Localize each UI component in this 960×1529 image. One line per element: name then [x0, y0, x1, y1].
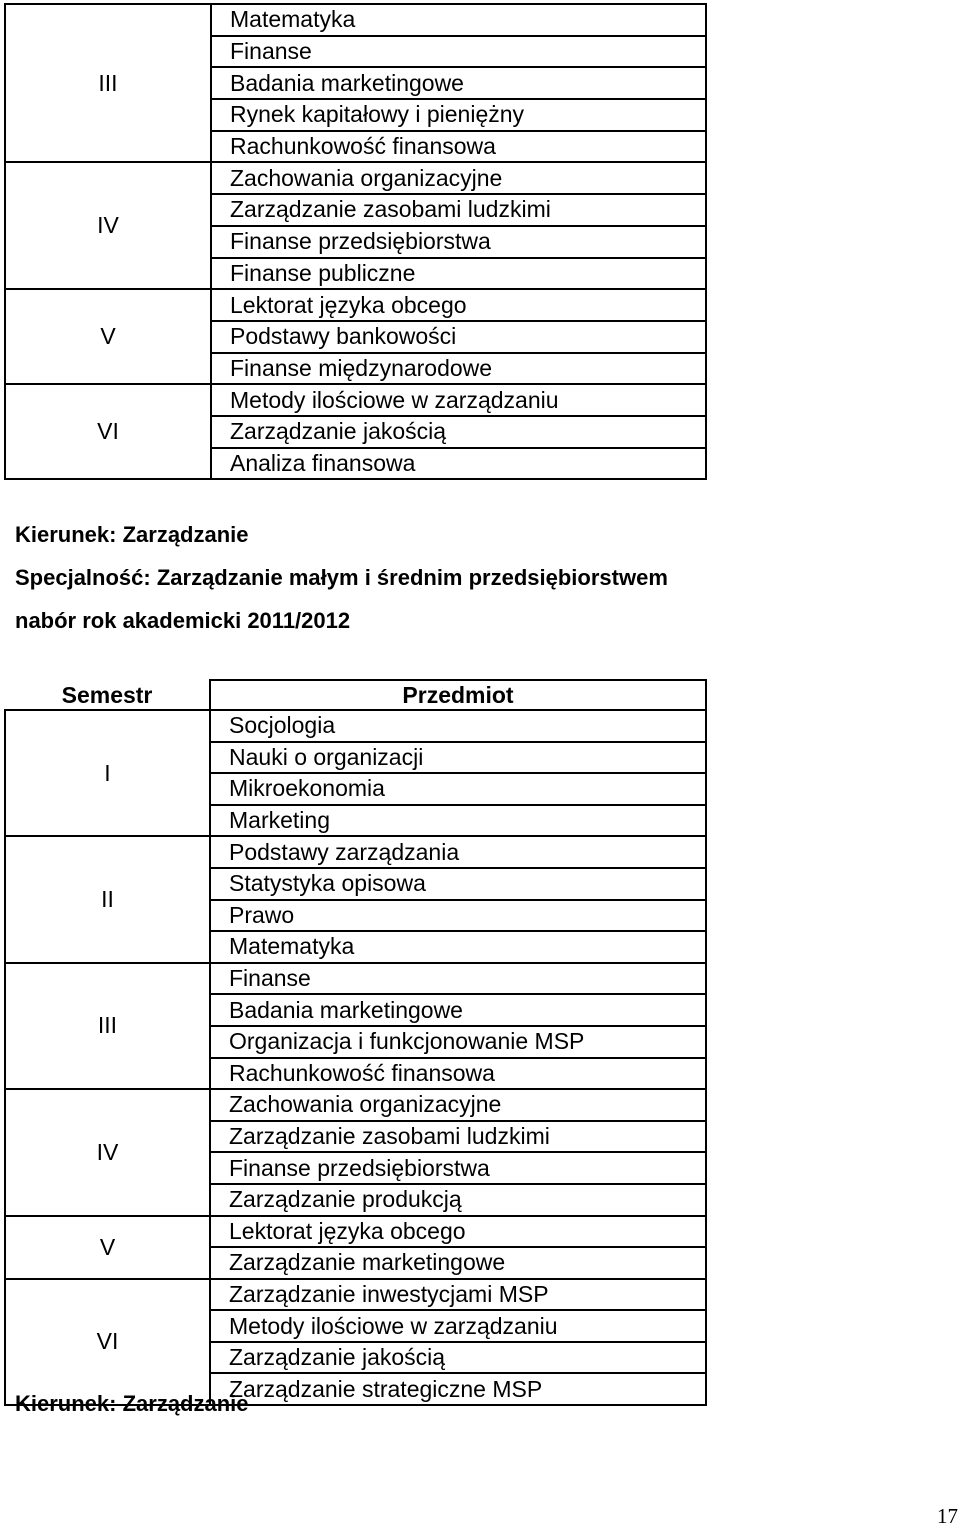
semester-cell: III: [5, 963, 210, 1089]
semester-cell: II: [5, 836, 210, 962]
subject-cell: Zarządzanie strategiczne MSP: [210, 1373, 706, 1405]
kierunek-heading-2: Kierunek: Zarządzanie: [15, 1391, 249, 1416]
subject-cell: Zarządzanie inwestycjami MSP: [210, 1279, 706, 1311]
subject-cell: Finanse międzynarodowe: [211, 353, 706, 385]
table-row: [5, 1216, 706, 1248]
table-row: [5, 384, 706, 416]
subject-cell: Zarządzanie zasobami ludzkimi: [211, 194, 706, 226]
subject-cell: Mikroekonomia: [210, 773, 706, 805]
subject-cell: Zarządzanie marketingowe: [210, 1247, 706, 1279]
subject-cell: Zarządzanie produkcją: [210, 1184, 706, 1216]
subject-cell: Analiza finansowa: [211, 448, 706, 480]
subject-cell: Rachunkowość finansowa: [211, 131, 706, 163]
subject-cell: Prawo: [210, 900, 706, 932]
table-row: [5, 4, 706, 36]
subject-cell: Finanse publiczne: [211, 258, 706, 290]
subject-cell: Lektorat języka obcego: [210, 1216, 706, 1248]
table-row: [5, 1089, 706, 1121]
table1-body: [5, 4, 706, 479]
enrollment-year-heading: nabór rok akademicki 2011/2012: [15, 608, 351, 633]
semester-cell: VI: [5, 1279, 210, 1405]
semester-cell: V: [5, 289, 211, 384]
subject-cell: Metody ilościowe w zarządzaniu: [211, 384, 706, 416]
subject-cell: Zarządzanie jakością: [210, 1342, 706, 1374]
subject-cell: Socjologia: [210, 710, 706, 742]
semester-cell: IV: [5, 162, 211, 289]
table-row: [5, 1279, 706, 1311]
subject-column-header: Przedmiot: [210, 680, 706, 710]
table-row: [5, 710, 706, 742]
semester-column-header: Semestr: [5, 680, 210, 710]
subject-cell: Badania marketingowe: [210, 994, 706, 1026]
curriculum-table-2: [4, 679, 707, 1406]
semester-cell: III: [5, 4, 211, 162]
subject-cell: Finanse przedsiębiorstwa: [211, 226, 706, 258]
table-row: [5, 162, 706, 194]
subject-cell: Rynek kapitałowy i pieniężny: [211, 99, 706, 131]
subject-cell: Matematyka: [211, 4, 706, 36]
page-number: 17: [937, 1504, 958, 1528]
subject-cell: Rachunkowość finansowa: [210, 1058, 706, 1090]
semester-cell: V: [5, 1216, 210, 1279]
table2-body: [5, 710, 706, 1405]
semester-cell: VI: [5, 384, 211, 479]
subject-cell: Zarządzanie zasobami ludzkimi: [210, 1121, 706, 1153]
table-row: [5, 963, 706, 995]
subject-cell: Finanse: [210, 963, 706, 995]
subject-cell: Organizacja i funkcjonowanie MSP: [210, 1026, 706, 1058]
semester-cell: IV: [5, 1089, 210, 1215]
subject-cell: Statystyka opisowa: [210, 868, 706, 900]
kierunek-heading: Kierunek: Zarządzanie: [15, 522, 249, 547]
subject-cell: Zachowania organizacyjne: [210, 1089, 706, 1121]
subject-cell: Marketing: [210, 805, 706, 837]
subject-cell: Matematyka: [210, 931, 706, 963]
subject-cell: Metody ilościowe w zarządzaniu: [210, 1310, 706, 1342]
table-row: [5, 289, 706, 321]
curriculum-table-1: [4, 3, 707, 480]
subject-cell: Podstawy bankowości: [211, 321, 706, 353]
subject-cell: Badania marketingowe: [211, 67, 706, 99]
table-header-row: [5, 680, 706, 710]
subject-cell: Zarządzanie jakością: [211, 416, 706, 448]
subject-cell: Lektorat języka obcego: [211, 289, 706, 321]
subject-cell: Zachowania organizacyjne: [211, 162, 706, 194]
table-row: [5, 836, 706, 868]
subject-cell: Nauki o organizacji: [210, 742, 706, 774]
subject-cell: Finanse: [211, 36, 706, 68]
specialization-heading: Specjalność: Zarządzanie małym i średnim przedsiębiorstwem: [15, 565, 668, 590]
subject-cell: Podstawy zarządzania: [210, 836, 706, 868]
semester-cell: I: [5, 710, 210, 836]
subject-cell: Finanse przedsiębiorstwa: [210, 1152, 706, 1184]
